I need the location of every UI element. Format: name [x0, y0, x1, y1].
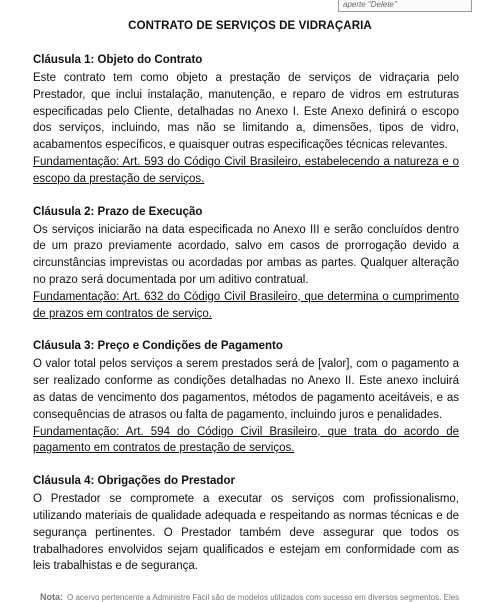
- tooltip-line-2: aperte "Delete": [343, 0, 397, 9]
- note-text: O acervo pertencente a Administre Fácil são de modelos utilizados com sucesso em diversos segmentos. Eles: [67, 593, 460, 602]
- document-title: CONTRATO DE SERVIÇOS DE VIDRAÇARIA: [128, 20, 372, 32]
- help-tooltip: [338, 0, 472, 12]
- clause-2: [33, 204, 459, 323]
- footer-note: [40, 592, 500, 602]
- note-label: Nota:: [40, 592, 63, 602]
- clause-body: Os serviços iniciarão na data especificada no Anexo III e serão concluídos dentro de um prazo previamente acordado, salvo em casos de prorrogação devido a circunstâncias imprevistas ou acordadas por ambas as partes. Qualquer alteração no prazo será documentada por um aditivo contratual.: [33, 223, 459, 286]
- clause-heading: Cláusula 3: Preço e Condições de Pagamento: [33, 340, 283, 353]
- clause-4: [33, 473, 459, 575]
- clause-heading: Cláusula 2: Prazo de Execução: [33, 205, 203, 218]
- clause-heading: Cláusula 1: Objeto do Contrato: [33, 54, 203, 66]
- clause-legal-basis: Fundamentação: Art. 632 do Código Civil Brasileiro, que determina o cumprimento de prazos em contratos de serviço.: [33, 290, 459, 320]
- clause-legal-basis: Fundamentação: Art. 593 do Código Civil Brasileiro, estabelecendo a natureza e o escopo da prestação de serviços.: [33, 155, 459, 185]
- clause-1: [33, 52, 459, 188]
- clause-legal-basis: Fundamentação: Art. 594 do Código Civil Brasileiro, que trata do acordo de pagamento em contratos de prestação de serviços.: [33, 425, 459, 455]
- clause-heading: Cláusula 4: Obrigações do Prestador: [33, 475, 235, 488]
- clause-body: O Prestador se compromete a executar os serviços com profissionalismo, utilizando materiais de qualidade adequada e respeitando as normas técnicas e de segurança pertinentes. O Prestador também deve assegurar que todos os trabalhadores envolvidos sejam qualificados e estejam em conformidade com as leis trabalhistas e de segurança.: [33, 493, 459, 573]
- clause-body: Este contrato tem como objeto a prestação de serviços de vidraçaria pelo Prestador, que inclui instalação, manutenção, e reparo de vidros em estruturas especificadas pelo Cliente, detalhadas no Anexo I. Este Anexo definirá o escopo dos serviços, incluindo, mas não se limitando a, dimensões, tipos de vidro, acabamentos específicos, e quaisquer outras especificações técnicas relevantes.: [33, 72, 459, 152]
- clause-3: [33, 338, 459, 457]
- document-body: [33, 52, 459, 591]
- clause-body: O valor total pelos serviços a serem prestados será de [valor], com o pagamento a ser realizado conforme as condições detalhadas no Anexo II. Este anexo incluirá as datas de vencimento dos pagamentos, métodos de pagamento aceitáveis, e as consequências de atrasos ou falta de pagamento, incluindo juros e penalidades.: [33, 358, 459, 421]
